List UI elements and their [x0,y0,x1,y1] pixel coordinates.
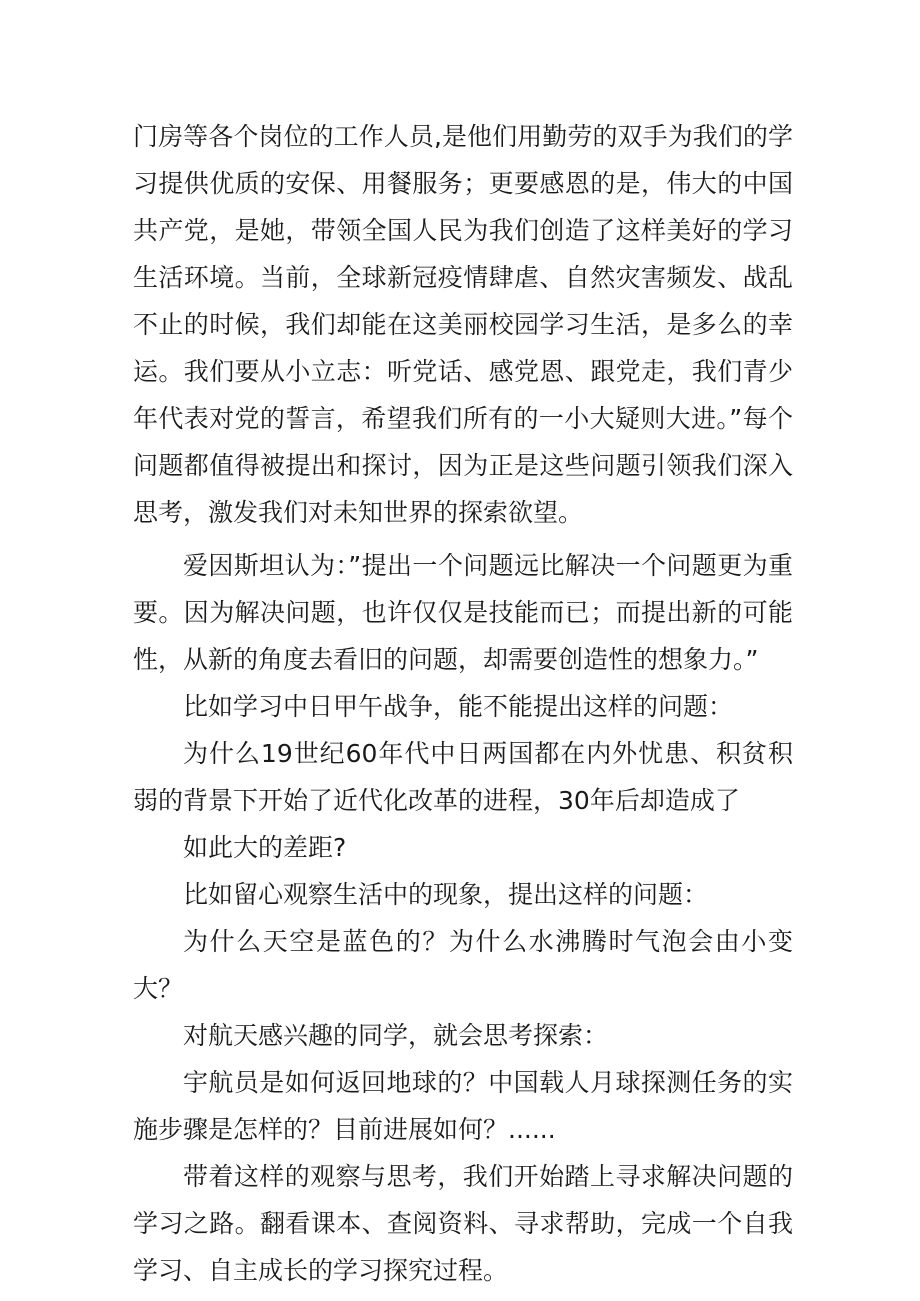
paragraph-learning-path: 带着这样的观察与思考，我们开始踏上寻求解决问题的学习之路。翻看课本、查阅资料、寻求帮助，完成一个自我学习、自主成长的学习探究过程。 [133,1162,793,1285]
paragraph-question-gap: 如此大的差距? [183,833,347,862]
paragraph-observe-life: 比如留心观察生活中的现象，提出这样的问题： [183,880,709,909]
document-body [133,113,793,1294]
paragraph-question-modernization: 为什么19世纪60年代中日两国都在内外忧患、积贫积弱的背景下开始了近代化改革的进程，30年后却造成了 [133,739,793,815]
paragraph-sino-japanese-war: 比如学习中日甲午战争，能不能提出这样的问题： [183,692,734,721]
paragraph-question-astronaut: 宇航员是如何返回地球的？中国载人月球探测任务的实施步骤是怎样的？目前进展如何？...... [133,1068,793,1144]
paragraph-einstein-quote: 爱因斯坦认为：”提出一个问题远比解决一个问题更为重要。因为解决问题，也许仅仅是技能而已；而提出新的可能性，从新的角度去看旧的问题，却需要创造性的想象力。” [133,551,793,674]
paragraph-continuation: 门房等各个岗位的工作人员,是他们用勤劳的双手为我们的学习提供优质的安保、用餐服务；更要感恩的是，伟大的中国共产党，是她，带领全国人民为我们创造了这样美好的学习生活环境。当前，全球新冠疫情肆虐、自然灾害频发、战乱不止的时候，我们却能在这美丽校园学习生活，是多么的幸运。我们要从小立志：听党话、感党恩、跟党走，我们青少年代表对党的誓言，希望我们所有的一小大疑则大进。”每个问题都值得被提出和探讨，因为正是这些问题引领我们深入思考，激发我们对未知世界的探索欲望。 [133,122,793,527]
paragraph-aerospace: 对航天感兴趣的同学，就会思考探索： [183,1021,609,1050]
paragraph-question-sky: 为什么天空是蓝色的？为什么水沸腾时气泡会由小变大？ [133,927,793,1003]
